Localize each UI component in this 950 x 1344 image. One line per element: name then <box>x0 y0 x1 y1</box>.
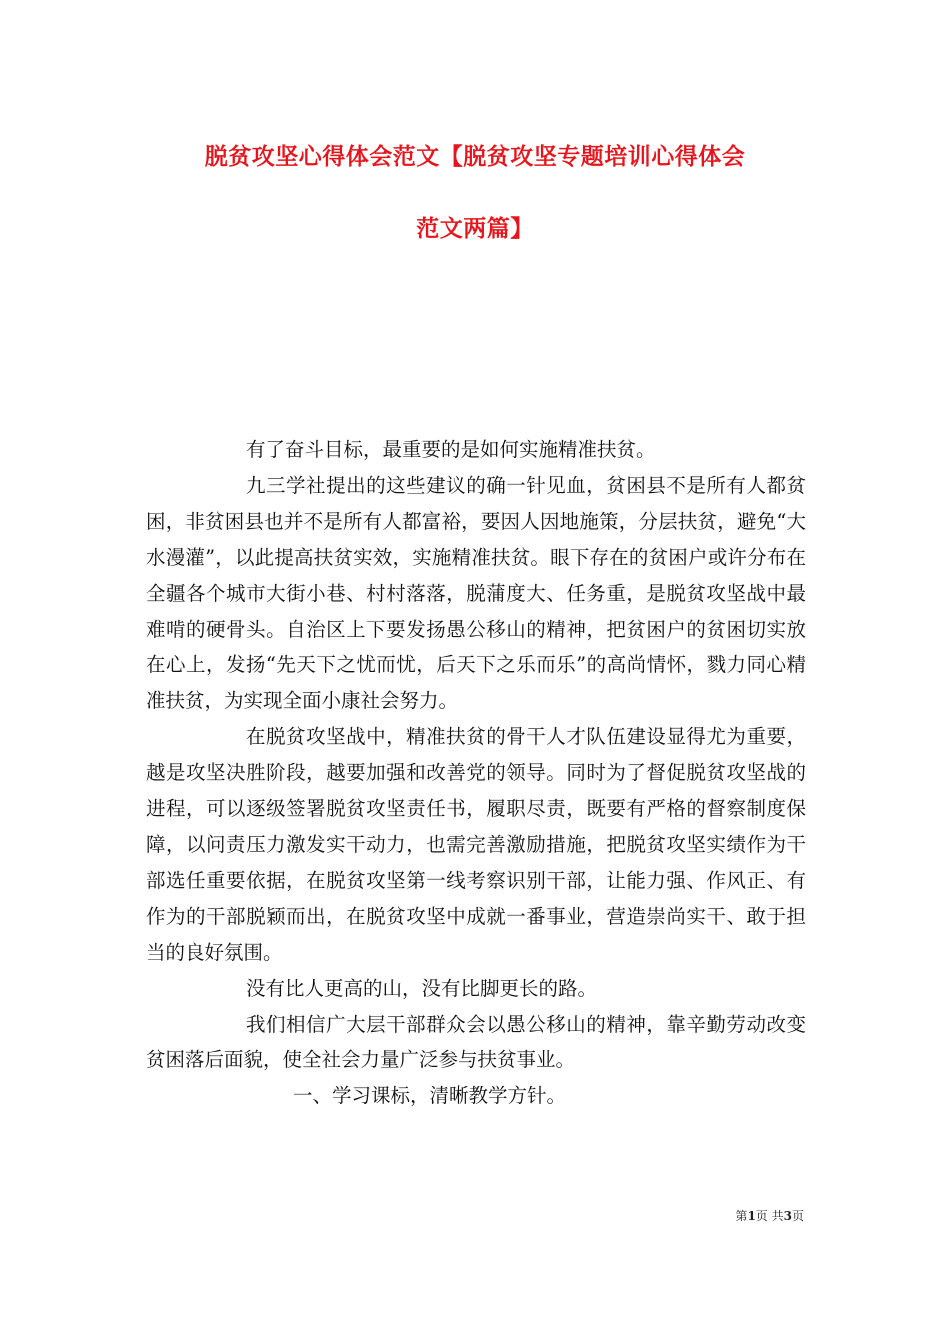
document-title-line-2: 范文两篇】 <box>416 215 534 242</box>
paragraph: 我们相信广大层干部群众会以愚公移山的精神，靠辛勤劳动改变贫困落后面貌，使全社会力量广泛参与扶贫事业。 <box>146 1012 806 1072</box>
paragraph: 在脱贫攻坚战中，精准扶贫的骨干人才队伍建设显得尤为重要，越是攻坚决胜阶段，越要加强和改善党的领导。同时为了督促脱贫攻坚战的进程，可以逐级签署脱贫攻坚责任书，履职尽责，既要有严格的督察制度保障，以问责压力激发实干动力，也需完善激励措施，把脱贫攻坚实绩作为干部选任重要依据，在脱贫攻坚第一线考察识别干部，让能力强、作风正、有作为的干部脱颖而出，在脱贫攻坚中成就一番事业，营造崇尚实干、敢于担当的良好氛围。 <box>146 725 806 964</box>
footer-middle: 页 共 <box>755 1209 784 1223</box>
paragraph: 有了奋斗目标，最重要的是如何实施精准扶贫。 <box>246 438 656 461</box>
page-footer <box>735 1207 804 1224</box>
footer-prefix: 第 <box>735 1209 748 1223</box>
document-title-line-1: 脱贫攻坚心得体会范文【脱贫攻坚专题培训心得体会 <box>204 143 746 170</box>
footer-total-pages: 3 <box>783 1209 792 1223</box>
paragraph: 九三学社提出的这些建议的确一针见血，贫困县不是所有人都贫困，非贫困县也并不是所有人都富裕，要因人因地施策，分层扶贫，避免“大水漫灌”，以此提高扶贫实效，实施精准扶贫。眼下存在的贫困户或许分布在全疆各个城市大街小巷、村村落落，脱蒲度大、任务重，是脱贫攻坚战中最难啃的硬骨头。自治区上下要发扬愚公移山的精神，把贫困户的贫困切实放在心上，发扬“先天下之忧而忧，后天下之乐而乐”的高尚情怀，戮力同心精准扶贫，为实现全面小康社会努力。 <box>146 473 806 713</box>
footer-suffix: 页 <box>791 1209 804 1223</box>
section-heading: 一、学习课标，清晰教学方针。 <box>293 1084 567 1108</box>
paragraph: 没有比人更高的山，没有比脚更长的路。 <box>246 976 598 1000</box>
footer-current-page: 1 <box>747 1209 756 1223</box>
document-body <box>146 432 806 1114</box>
